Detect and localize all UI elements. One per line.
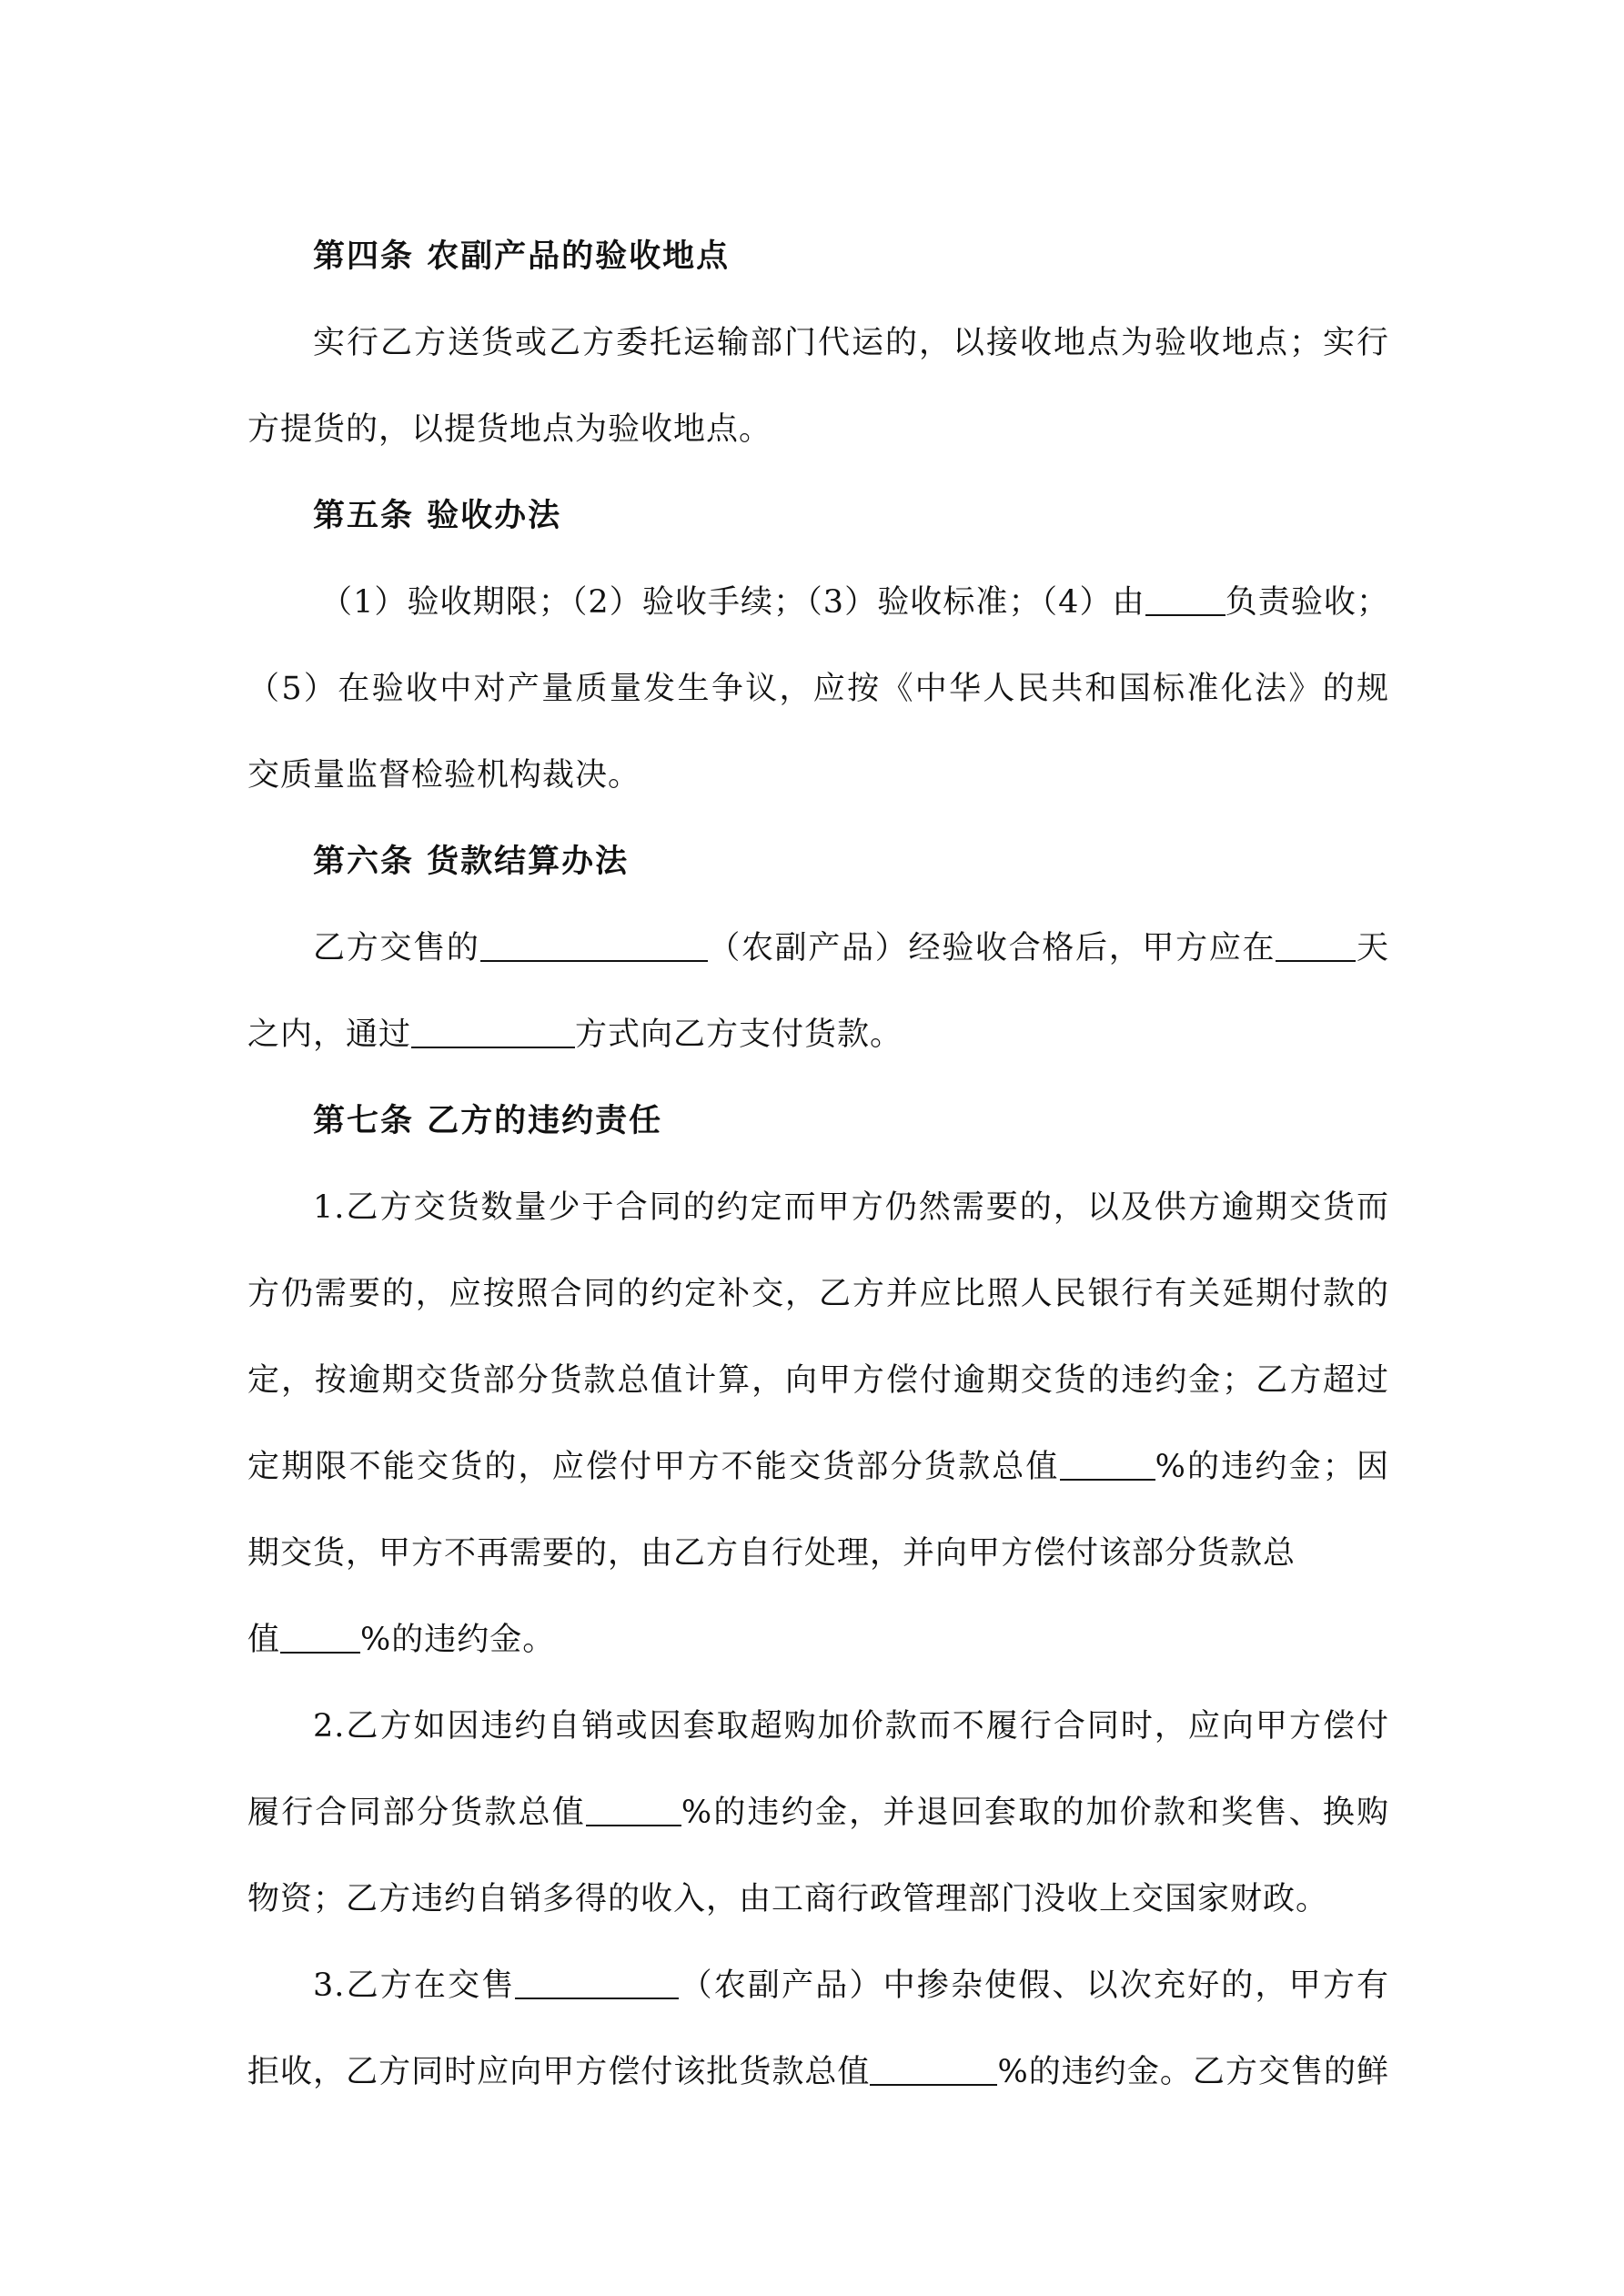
adulterated-product-blank[interactable] [515,1967,679,1999]
article-7-p1-line-4 [247,1424,1389,1511]
article-6-line-1-text-c: 天 [1356,930,1389,966]
article-7-p1-line-3: 定，按逾期交货部分货款总值计算，向甲方偿付逾期交货的违约金；乙方超过 [247,1362,1389,1399]
article-6-line-2-text-b: 方式向乙方支付货款。 [575,1017,903,1053]
adulteration-penalty-blank[interactable] [870,2053,997,2086]
article-5-heading: 第五条 验收办法 [313,498,562,534]
article-7-p3-line-2-text-a: 拒收，乙方同时应向甲方偿付该批货款总值 [247,2054,871,2090]
article-5-line-1-text-b: 负责验收； [1225,584,1389,621]
article-4-line-2: 方提货的，以提货地点为验收地点。 [247,411,772,448]
article-6-heading: 第六条 货款结算办法 [313,844,630,880]
article-7-p3-line-2 [247,2029,1389,2116]
article-7-p3-line-1-text-b: （农副产品）中掺杂使假、以次充好的，甲方有 [679,1967,1389,2004]
article-7-heading: 第七条 乙方的违约责任 [313,1103,663,1139]
article-4-line-1: 实行乙方送货或乙方委托运输部门代运的，以接收地点为验收地点；实行 [313,325,1389,361]
article-7-p1-line-1: 1.乙方交货数量少于合同的约定而甲方仍然需要的，以及供方逾期交货而 [313,1189,1389,1226]
article-7-p3-line-2-text-b: %的违约金。乙方交售的鲜 [997,2054,1389,2090]
article-7-p1-line-2: 方仍需要的，应按照合同的约定补交，乙方并应比照人民银行有关延期付款的 [247,1276,1389,1312]
article-5-line-2: （5）在验收中对产量质量发生争议，应按《中华人民共和国标准化法》的规 [247,671,1389,707]
article-6-line-1-text-b: （农副产品）经验收合格后，甲方应在 [707,930,1276,966]
payment-days-blank[interactable] [1276,929,1356,962]
article-7-p2-line-2-text-b: %的违约金，并退回套取的加价款和奖售、换购 [681,1795,1389,1831]
article-6-line-2 [247,992,1389,1078]
article-6-line-2-text-a: 之内，通过 [247,1017,412,1053]
breach-penalty-blank[interactable] [586,1794,681,1826]
article-4-heading: 第四条 农副产品的验收地点 [313,238,731,275]
article-7-p2-line-3: 物资；乙方违约自销多得的收入，由工商行政管理部门没收上交国家财政。 [247,1881,1329,1917]
article-7-p2-line-2 [247,1770,1389,1856]
article-6-line-1-text-a: 乙方交售的 [313,930,480,966]
responsible-party-blank[interactable] [1145,583,1226,616]
article-7-p1-line-4-text-b: %的违约金；因 [1155,1449,1389,1485]
article-5-line-1-text-a: （1）验收期限；（2）验收手续；（3）验收标准；（4）由 [320,584,1145,621]
article-7-p2-line-1: 2.乙方如因违约自销或因套取超购加价款而不履行合同时，应向甲方偿付 [313,1708,1389,1745]
article-7-p2-line-2-text-a: 履行合同部分货款总值 [247,1795,586,1831]
article-5-line-3: 交质量监督检验机构裁决。 [247,757,641,794]
article-7-p1-line-4-text-a: 定期限不能交货的，应偿付甲方不能交货部分货款总值 [247,1449,1060,1485]
product-name-blank[interactable] [480,929,708,962]
article-7-p1-line-6 [247,1597,1389,1684]
late-delivery-penalty-blank[interactable] [280,1621,360,1654]
article-7-p3-line-1 [247,1943,1389,2029]
article-7-p3-line-1-text-a: 3.乙方在交售 [313,1967,516,2004]
article-7-p1-line-6-text-a: 值 [247,1622,281,1658]
article-6-line-1 [247,905,1389,992]
payment-method-blank[interactable] [411,1016,575,1048]
article-7-p1-line-5: 期交货，甲方不再需要的，由乙方自行处理，并向甲方偿付该部分货款总 [247,1535,1296,1572]
article-7-p1-line-6-text-b: %的违约金。 [360,1622,556,1658]
document-page [247,214,1389,2116]
non-delivery-penalty-blank[interactable] [1060,1448,1155,1481]
article-5-line-1 [247,560,1389,646]
